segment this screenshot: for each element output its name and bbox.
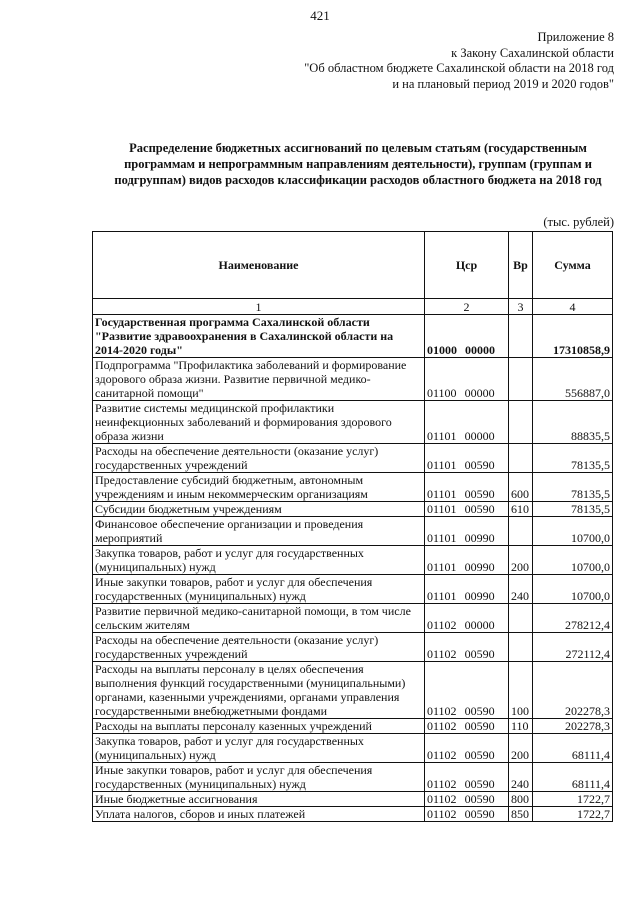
header-name: Наименование [93,232,425,299]
row-sum: 202278,3 [533,719,613,734]
row-name: Расходы на выплаты персоналу казенных учреждений [93,719,425,734]
row-csr-part2: 00590 [464,748,495,762]
row-csr [425,807,509,822]
row-sum: 68111,4 [533,734,613,763]
col-number: 4 [533,299,613,315]
document-heading [88,140,628,188]
row-csr-part1: 01102 [427,777,457,791]
row-csr [425,315,509,358]
row-csr-part2: 00000 [464,386,495,400]
header-sum: Сумма [533,232,613,299]
table-row [93,807,613,822]
row-vr [509,633,533,662]
row-name: Иные бюджетные ассигнования [93,792,425,807]
table-row [93,358,613,401]
row-vr: 200 [509,734,533,763]
col-number: 3 [509,299,533,315]
header-csr: Цср [425,232,509,299]
row-vr: 200 [509,546,533,575]
row-csr-part1: 01101 [427,531,457,545]
row-vr: 800 [509,792,533,807]
col-number: 2 [425,299,509,315]
row-csr-part2: 00000 [465,343,495,357]
row-csr-part1: 01102 [427,792,457,806]
row-csr [425,604,509,633]
row-name: Развитие системы медицинской профилактики неинфекционных заболеваний и формирования здорового образа жизни [93,401,425,444]
appendix-line-4: и на плановый период 2019 и 2020 годов" [392,76,614,91]
row-name: Подпрограмма "Профилактика заболеваний и формирование здорового образа жизни. Развитие первичной медико-санитарной помощи" [93,358,425,401]
row-csr-part2: 00590 [464,704,495,718]
unit-label: (тыс. рублей) [543,215,614,229]
row-name: Иные закупки товаров, работ и услуг для обеспечения государственных (муниципальных) нужд [93,763,425,792]
row-vr: 240 [509,575,533,604]
row-name: Иные закупки товаров, работ и услуг для обеспечения государственных (муниципальных) нужд [93,575,425,604]
row-csr-part2: 00990 [464,531,495,545]
row-csr-part2: 00990 [464,589,495,603]
row-name: Расходы на обеспечение деятельности (оказание услуг) государственных учреждений [93,444,425,473]
table-row [93,792,613,807]
row-name: Расходы на выплаты персоналу в целях обеспечения выполнения функций государственными (муниципальными) органами, казенными учреждениями, органами управления государственными внебюджетными фондами [93,662,425,719]
row-csr-part2: 00990 [464,560,495,574]
row-vr: 610 [509,502,533,517]
header-row [93,232,613,299]
row-csr-part1: 01102 [427,647,457,661]
table-row [93,662,613,719]
table-row [93,401,613,444]
row-csr-part1: 01101 [427,487,457,501]
row-csr-part1: 01100 [427,386,457,400]
row-sum: 78135,5 [533,444,613,473]
table-row [93,502,613,517]
row-vr [509,444,533,473]
row-vr [509,358,533,401]
row-csr-part1: 01102 [427,719,457,733]
row-csr-part1: 01102 [427,618,457,632]
table-row [93,604,613,633]
row-csr [425,517,509,546]
row-csr-part1: 01101 [427,560,457,574]
row-csr-part2: 00590 [464,807,495,821]
row-sum: 78135,5 [533,502,613,517]
row-sum: 1722,7 [533,807,613,822]
row-sum: 556887,0 [533,358,613,401]
table-row [93,734,613,763]
row-csr-part1: 01102 [427,748,457,762]
row-sum: 10700,0 [533,546,613,575]
row-csr-part2: 00000 [464,429,495,443]
row-name: Субсидии бюджетным учреждениям [93,502,425,517]
appendix-line-1: Приложение 8 [537,30,614,44]
table-row [93,575,613,604]
row-csr [425,575,509,604]
row-csr-part1: 01102 [427,807,457,821]
row-csr-part2: 00590 [464,458,495,472]
appendix-line-2: к Закону Сахалинской области [451,45,614,60]
row-vr [509,315,533,358]
row-csr-part1: 01101 [427,589,457,603]
row-csr-part1: 01101 [427,502,457,516]
heading-line-2: программам и непрограммным направлениям деятельности), группам (группам и [124,157,592,171]
heading-line-1: Распределение бюджетных ассигнований по целевым статьям (государственным [129,141,587,155]
header-vr: Вр [509,232,533,299]
row-vr: 240 [509,763,533,792]
row-csr [425,502,509,517]
row-csr-part2: 00000 [464,618,495,632]
row-csr [425,473,509,502]
table-row [93,473,613,502]
row-sum: 68111,4 [533,763,613,792]
row-csr-part2: 00590 [464,487,495,501]
row-sum: 10700,0 [533,575,613,604]
row-csr-part1: 01102 [427,704,457,718]
appendix-line-3: "Об областном бюджете Сахалинской области на 2018 год [304,61,614,75]
row-sum: 17310858,9 [533,315,613,358]
row-csr [425,719,509,734]
budget-table [92,231,613,822]
row-csr-part2: 00590 [464,719,495,733]
page-number: 421 [310,8,330,23]
row-csr-part2: 00590 [464,502,495,516]
column-number-row [93,299,613,315]
row-name: Развитие первичной медико-санитарной помощи, в том числе сельским жителям [93,604,425,633]
table-row [93,546,613,575]
table-row [93,719,613,734]
table-row [93,633,613,662]
row-name: Государственная программа Сахалинской области "Развитие здравоохранения в Сахалинской области на 2014-2020 годы" [93,315,425,358]
row-sum: 88835,5 [533,401,613,444]
row-vr [509,604,533,633]
row-vr: 110 [509,719,533,734]
row-sum: 202278,3 [533,662,613,719]
row-csr [425,662,509,719]
row-name: Закупка товаров, работ и услуг для государственных (муниципальных) нужд [93,734,425,763]
appendix-block [304,30,614,92]
row-csr [425,444,509,473]
row-csr-part2: 00590 [464,777,495,791]
row-vr [509,517,533,546]
row-csr-part1: 01101 [427,429,457,443]
table-body [93,315,613,822]
row-csr [425,401,509,444]
row-csr-part1: 01000 [427,343,457,357]
table-row [93,763,613,792]
row-sum: 10700,0 [533,517,613,546]
row-vr: 100 [509,662,533,719]
row-name: Расходы на обеспечение деятельности (оказание услуг) государственных учреждений [93,633,425,662]
row-vr: 850 [509,807,533,822]
row-sum: 78135,5 [533,473,613,502]
row-csr [425,358,509,401]
row-sum: 1722,7 [533,792,613,807]
row-vr [509,401,533,444]
table-row [93,315,613,358]
table-row [93,517,613,546]
row-csr-part2: 00590 [464,792,495,806]
row-name: Уплата налогов, сборов и иных платежей [93,807,425,822]
row-name: Финансовое обеспечение организации и проведения мероприятий [93,517,425,546]
row-csr [425,633,509,662]
row-csr [425,546,509,575]
row-sum: 272112,4 [533,633,613,662]
table-row [93,444,613,473]
heading-line-3: подгруппам) видов расходов классификации расходов областного бюджета на 2018 год [114,173,602,187]
row-csr [425,734,509,763]
col-number: 1 [93,299,425,315]
row-csr [425,792,509,807]
row-name: Закупка товаров, работ и услуг для государственных (муниципальных) нужд [93,546,425,575]
row-csr [425,763,509,792]
row-csr-part2: 00590 [464,647,495,661]
row-sum: 278212,4 [533,604,613,633]
row-csr-part1: 01101 [427,458,457,472]
row-vr: 600 [509,473,533,502]
row-name: Предоставление субсидий бюджетным, автономным учреждениям и иным некоммерческим организациям [93,473,425,502]
